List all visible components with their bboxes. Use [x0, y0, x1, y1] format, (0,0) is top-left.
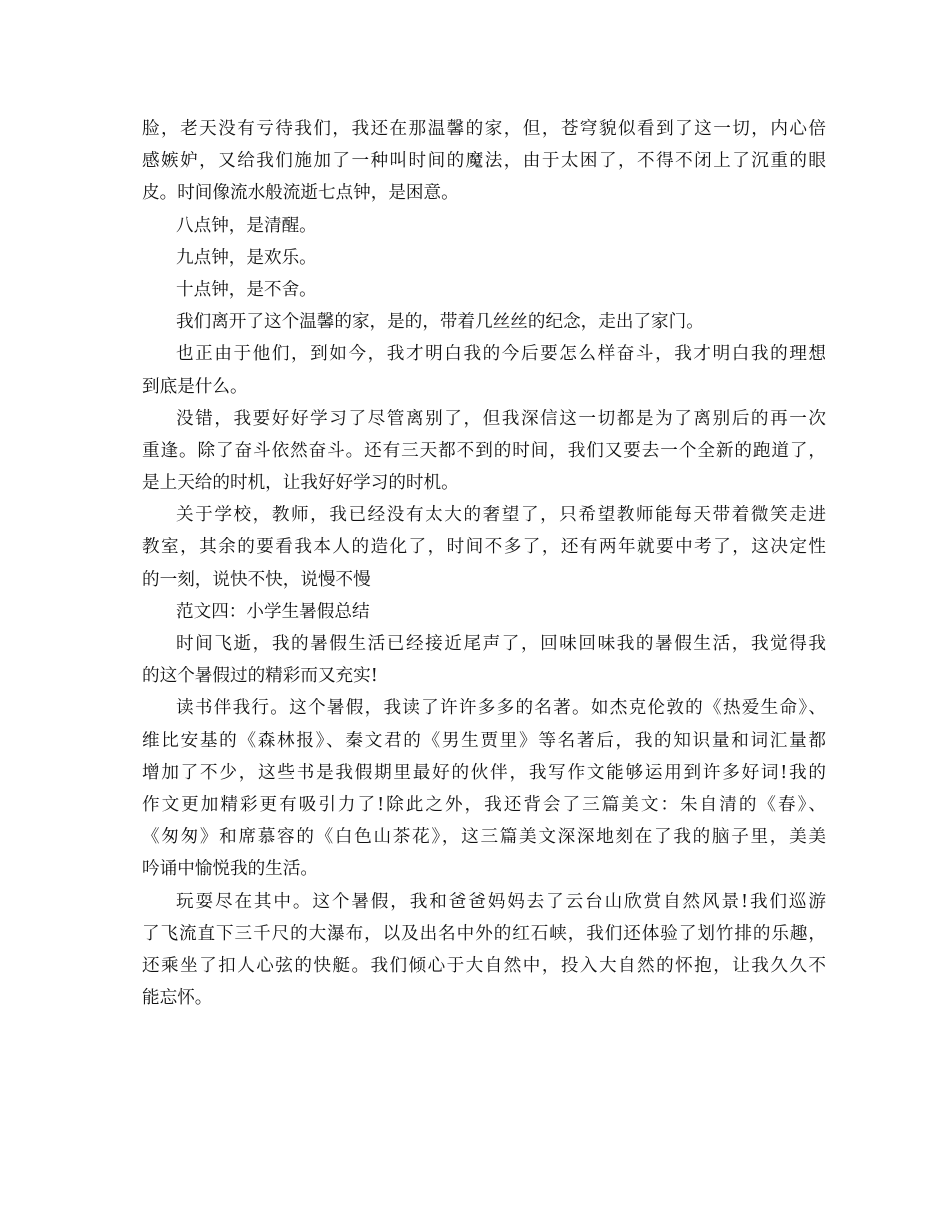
document-body: [142, 113, 826, 1014]
text-line: 是上天给的时机，让我好好学习的时机。: [142, 473, 459, 494]
text-line: 还乘坐了扣人心弦的快艇。我们倾心于大自然中，投入大自然的怀抱，让我久久不: [142, 955, 826, 976]
text-line: 范文四：小学生暑假总结: [176, 601, 370, 622]
text-line: 作文更加精彩更有吸引力了!除此之外，我还背会了三篇美文：朱自清的《春》、: [142, 794, 826, 815]
text-line: 玩耍尽在其中。这个暑假，我和爸爸妈妈去了云台山欣赏自然风景!我们巡游: [176, 891, 826, 912]
paragraph: [142, 886, 826, 1015]
paragraph: [142, 113, 826, 210]
text-line: 没错，我要好好学习了尽管离别了，但我深信这一切都是为了离别后的再一次: [176, 408, 826, 429]
document-page: [142, 113, 826, 1014]
text-line: 增加了不少，这些书是我假期里最好的伙伴，我写作文能够运用到许多好词!我的: [142, 762, 826, 783]
text-line: 关于学校，教师，我已经没有太大的奢望了，只希望教师能每天带着微笑走进: [176, 505, 826, 526]
text-line: 的一刻，说快不快，说慢不慢: [142, 569, 371, 590]
paragraph: [142, 596, 826, 628]
text-line: 读书伴我行。这个暑假，我读了许许多多的名著。如杰克伦敦的《热爱生命》、: [176, 698, 826, 719]
text-line: 九点钟，是欢乐。: [176, 247, 317, 268]
text-line: 重逢。除了奋斗依然奋斗。还有三天都不到的时间，我们又要去一个全新的跑道了，: [142, 440, 826, 461]
text-line: 皮。时间像流水般流逝七点钟，是困意。: [142, 183, 459, 204]
text-line: 十点钟，是不舍。: [176, 279, 317, 300]
paragraph: [142, 338, 826, 402]
paragraph: [142, 692, 826, 885]
paragraph: [142, 628, 826, 692]
text-line: 《匆匆》和席慕容的《白色山茶花》，这三篇美文深深地刻在了我的脑子里，美美: [142, 827, 826, 848]
text-line: 到底是什么。: [142, 376, 248, 397]
text-line: 脸，老天没有亏待我们，我还在那温馨的家，但，苍穹貌似看到了这一切，内心倍: [142, 119, 826, 139]
text-line: 吟诵中愉悦我的生活。: [142, 859, 318, 880]
text-line: 能忘怀。: [142, 988, 213, 1009]
paragraph: [142, 210, 826, 242]
paragraph: [142, 499, 826, 596]
text-line: 感嫉妒，又给我们施加了一种叫时间的魔法，由于太困了，不得不闭上了沉重的眼: [142, 151, 826, 172]
paragraph: [142, 242, 826, 274]
text-line: 维比安基的《森林报》、秦文君的《男生贾里》等名著后，我的知识量和词汇量都: [142, 730, 826, 751]
text-line: 八点钟，是清醒。: [176, 215, 317, 236]
text-line: 也正由于他们，到如今，我才明白我的今后要怎么样奋斗，我才明白我的理想: [176, 344, 826, 365]
text-line: 教室，其余的要看我本人的造化了，时间不多了，还有两年就要中考了，这决定性: [142, 537, 826, 558]
paragraph: [142, 274, 826, 306]
text-line: 的这个暑假过的精彩而又充实!: [142, 666, 378, 687]
text-line: 时间飞逝，我的暑假生活已经接近尾声了，回味回味我的暑假生活，我觉得我: [176, 634, 826, 654]
paragraph: [142, 306, 826, 338]
text-line: 了飞流直下三千尺的大瀑布，以及出名中外的红石峡，我们还体验了划竹排的乐趣，: [142, 923, 826, 944]
text-line: 我们离开了这个温馨的家，是的，带着几丝丝的纪念，走出了家门。: [176, 312, 704, 333]
paragraph: [142, 403, 826, 500]
